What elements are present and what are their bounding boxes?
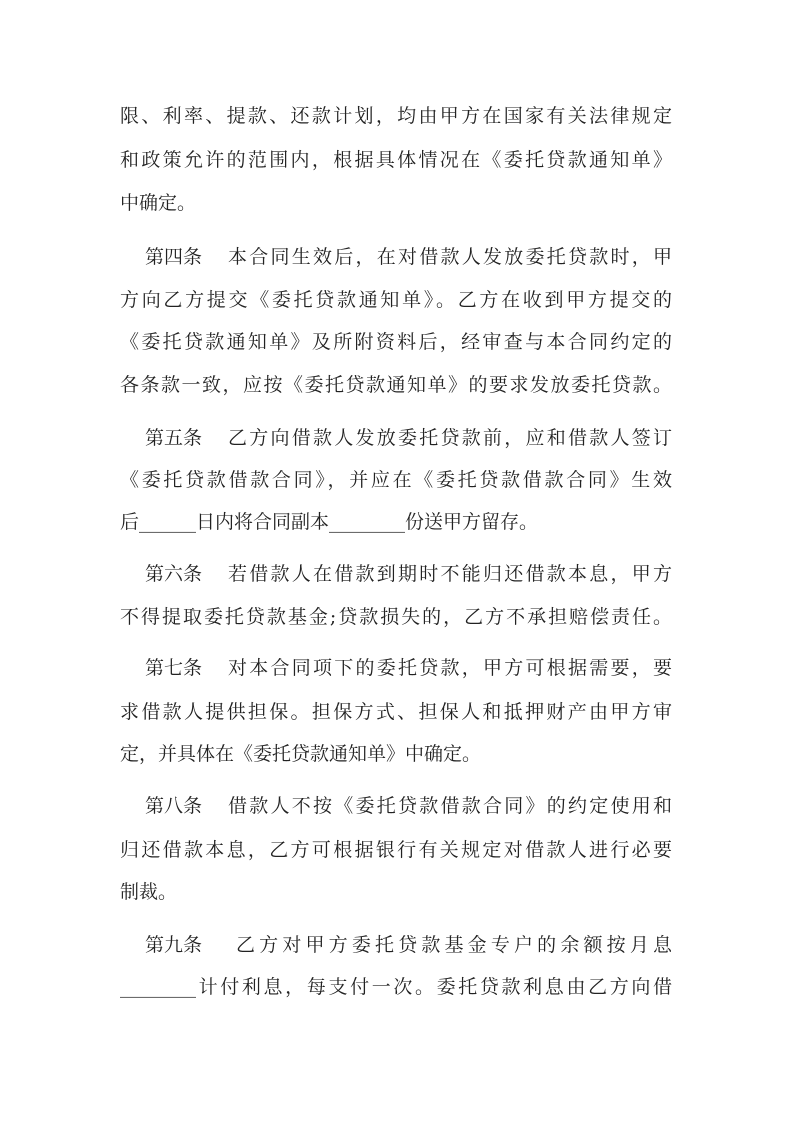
article-number: 第八条 bbox=[145, 795, 203, 817]
article-number: 第四条 bbox=[145, 246, 203, 268]
text-line: ________计付利息，每支付一次。委托贷款利息由乙方向借 bbox=[120, 976, 672, 998]
text-line: 各条款一致，应按《委托贷款通知单》的要求发放委托贷款。 bbox=[120, 374, 672, 396]
text-line: 求借款人提供担保。担保方式、担保人和抵押财产由甲方审 bbox=[120, 701, 672, 723]
article-number: 第五条 bbox=[145, 427, 203, 449]
text-line: 中确定。 bbox=[120, 192, 197, 214]
text-line: 对本合同项下的委托贷款，甲方可根据需要，要 bbox=[228, 657, 672, 679]
text-line: 定，并具体在《委托贷款通知单》中确定。 bbox=[120, 743, 482, 765]
text-line: 归还借款本息，乙方可根据银行有关规定对借款人进行必要 bbox=[120, 839, 672, 861]
article-number: 第九条 bbox=[145, 934, 203, 956]
text-line: 乙方向借款人发放委托贷款前，应和借款人签订 bbox=[228, 427, 672, 449]
text-line: 和政策允许的范围内，根据具体情况在《委托贷款通知单》 bbox=[120, 149, 672, 171]
text-line: 乙方对甲方委托贷款基金专户的余额按月息 bbox=[236, 934, 672, 956]
text-line: 制裁。 bbox=[120, 881, 178, 903]
article-number: 第六条 bbox=[145, 563, 203, 585]
text-line: 《委托贷款借款合同》，并应在《委托贷款借款合同》生效 bbox=[120, 469, 672, 491]
text-line: 限、利率、提款、还款计划，均由甲方在国家有关法律规定 bbox=[120, 105, 672, 127]
text-line: 后______日内将合同副本________份送甲方留存。 bbox=[120, 511, 539, 533]
text-line: 《委托贷款通知单》及所附资料后，经审查与本合同约定的 bbox=[120, 331, 672, 353]
text-line: 方向乙方提交《委托贷款通知单》。乙方在收到甲方提交的 bbox=[120, 289, 672, 311]
text-line: 若借款人在借款到期时不能归还借款本息，甲方 bbox=[228, 563, 672, 585]
article-number: 第七条 bbox=[145, 657, 203, 679]
text-line: 本合同生效后，在对借款人发放委托贷款时，甲 bbox=[228, 246, 672, 268]
text-line: 借款人不按《委托贷款借款合同》的约定使用和 bbox=[228, 795, 672, 817]
text-line: 不得提取委托贷款基金;贷款损失的，乙方不承担赔偿责任。 bbox=[120, 606, 672, 628]
